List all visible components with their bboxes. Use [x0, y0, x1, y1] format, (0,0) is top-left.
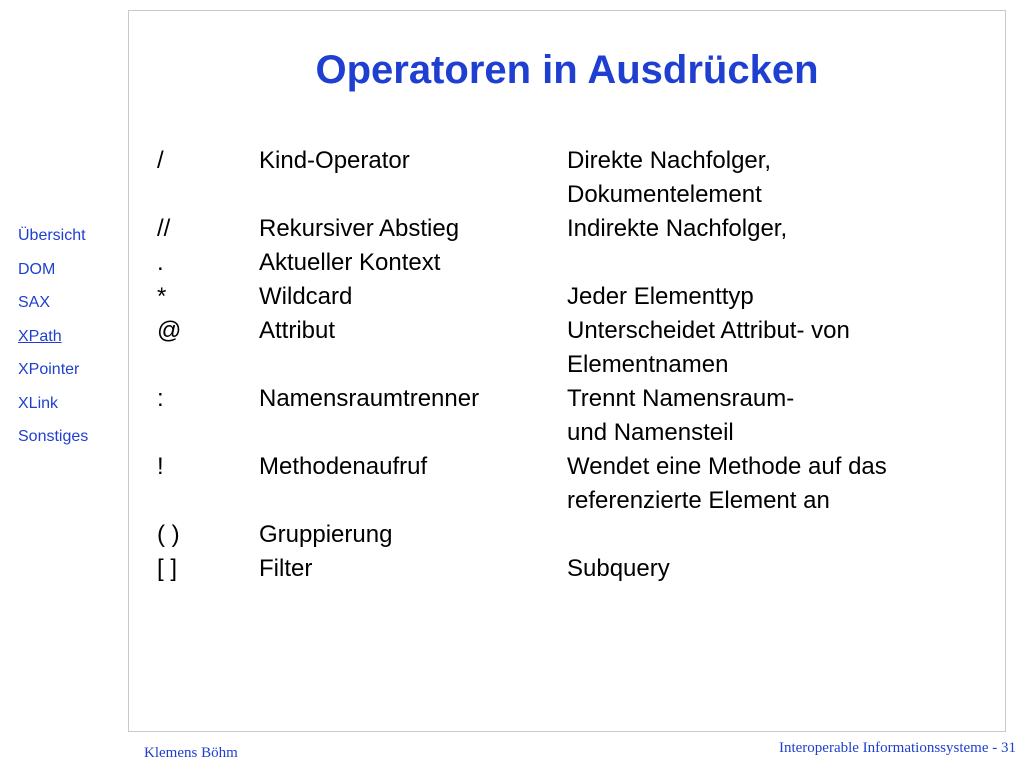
operator-name: Kind-Operator [259, 147, 410, 174]
side-navigation [18, 219, 118, 454]
operator-description [567, 552, 967, 586]
description-line: Jeder Elementtyp [567, 283, 754, 310]
description-line: und Namensteil [567, 419, 734, 446]
operator-description [567, 314, 967, 382]
operator-name: Namensraumtrenner [259, 385, 480, 412]
operator-description [567, 382, 967, 450]
description-line: Indirekte Nachfolger, [567, 215, 788, 242]
description-line: Elementnamen [567, 351, 729, 378]
description-line: Direkte Nachfolger, [567, 147, 772, 174]
operator-name: Wildcard [259, 283, 353, 310]
operator-row [157, 382, 967, 450]
operator-description [567, 212, 967, 246]
nav-link-sonstiges[interactable]: Sonstiges [18, 428, 89, 445]
operator-name: Filter [259, 555, 313, 582]
nav-link-xpointer[interactable]: XPointer [18, 361, 80, 378]
operator-description [567, 518, 967, 552]
operator-symbol: / [157, 147, 164, 174]
operator-symbol: ! [157, 453, 164, 480]
operator-row [157, 246, 967, 280]
description-line: Wendet eine Methode auf das [567, 453, 887, 480]
description-line: Unterscheidet Attribut- von [567, 317, 850, 344]
footer-course-page: Interoperable Informationssysteme - 31 [778, 740, 1016, 756]
slide-title: Operatoren in Ausdrücken [315, 48, 819, 92]
operator-row [157, 144, 967, 212]
description-line: referenzierte Element an [567, 487, 830, 514]
operator-symbol: @ [157, 317, 182, 344]
operator-table [157, 144, 967, 586]
description-line: Trennt Namensraum- [567, 385, 795, 412]
description-line: Subquery [567, 555, 670, 582]
operator-description [567, 280, 967, 314]
operator-symbol: [ ] [157, 555, 178, 582]
nav-link-xpath[interactable]: XPath [18, 327, 62, 345]
operator-row [157, 450, 967, 518]
operator-row [157, 314, 967, 382]
nav-link-dom[interactable]: DOM [18, 260, 56, 278]
operator-name: Methodenaufruf [259, 453, 428, 480]
description-line: Dokumentelement [567, 181, 762, 208]
nav-link-uebersicht[interactable]: Übersicht [18, 227, 86, 244]
operator-symbol: * [157, 283, 167, 310]
operator-row [157, 212, 967, 246]
operator-row [157, 280, 967, 314]
operator-row [157, 518, 967, 552]
operator-symbol: . [157, 249, 164, 276]
operator-row [157, 552, 967, 586]
operator-name: Gruppierung [259, 521, 393, 548]
footer-author: Klemens Böhm [144, 745, 238, 761]
operator-name: Rekursiver Abstieg [259, 215, 460, 242]
slide-frame [128, 10, 1006, 732]
operator-name: Attribut [259, 317, 336, 344]
operator-description [567, 246, 967, 280]
operator-symbol: ( ) [157, 521, 180, 548]
operator-symbol: // [157, 215, 171, 242]
operator-description [567, 144, 967, 212]
operator-description [567, 450, 967, 518]
operator-symbol: : [157, 385, 164, 412]
nav-link-xlink[interactable]: XLink [18, 394, 59, 412]
operator-name: Aktueller Kontext [259, 249, 441, 276]
nav-link-sax[interactable]: SAX [18, 294, 51, 311]
